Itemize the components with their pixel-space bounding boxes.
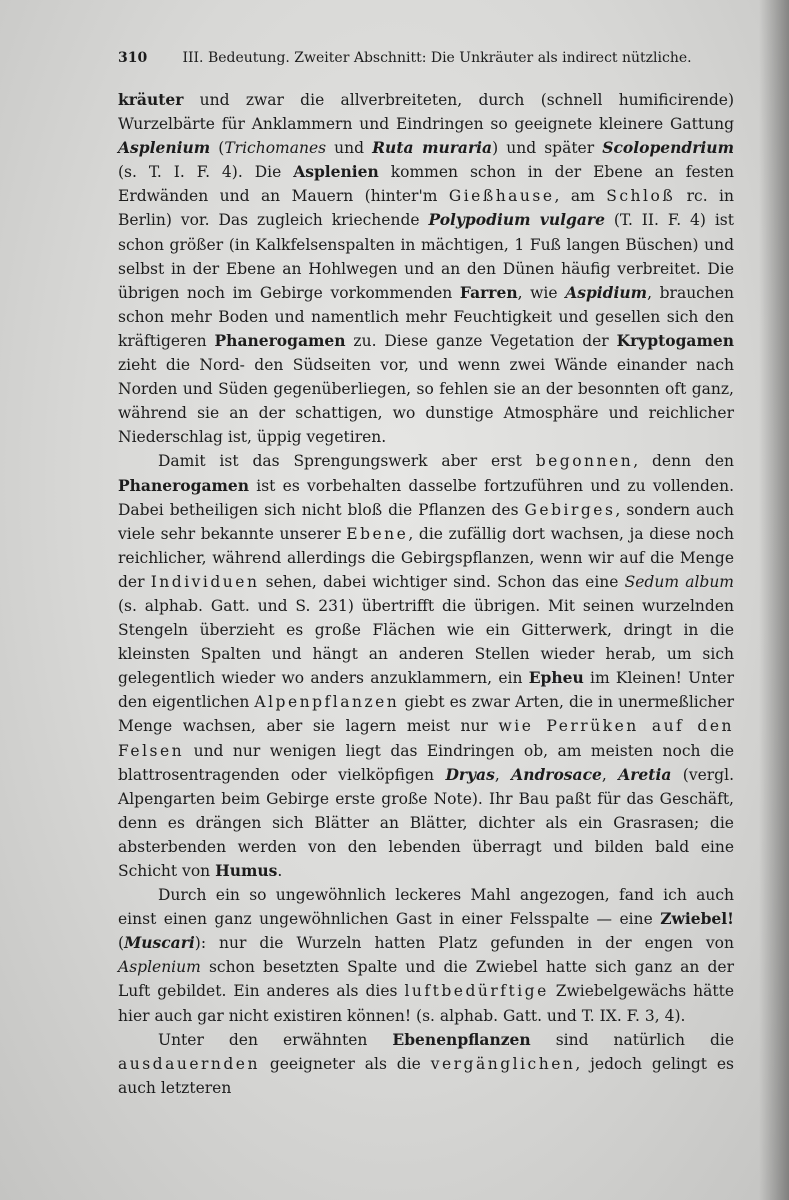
text-run: sind natürlich die <box>530 1030 735 1049</box>
text-run: , jedoch gelingt es auch letzteren <box>118 1054 734 1097</box>
text-run: giebt es zwar Arten, die in unermeßlicher Menge wachsen, aber sie lagern meist nur <box>118 693 734 736</box>
text-run: Gießhause <box>448 187 555 206</box>
text-run: Ebenenpflanzen <box>392 1029 531 1049</box>
text-run: , <box>601 765 619 784</box>
text-run: Dryas <box>445 764 495 784</box>
text-run: vergänglichen <box>430 1054 576 1073</box>
text-run: Zwiebelgewächs hätte hier auch gar nicht existiren können! (s. alphab. Gatt. und T. IX. F. 3, 4). <box>118 982 734 1025</box>
text-run: Aretia <box>618 764 672 784</box>
text-run: sehen, dabei wichtiger sind. Schon das eine <box>259 572 625 591</box>
text-run: , brauchen schon mehr Boden und namentlich mehr Feuchtigkeit und gesellen sich den kräftigeren <box>118 283 734 350</box>
page-gutter-shadow <box>759 0 789 1200</box>
text-run: Schloß <box>606 187 676 206</box>
text-run: , <box>494 765 512 784</box>
text-run: und zwar die allverbreiteten, durch (schnell humificirende) Wurzelbärte für Anklammern und Eindringen so geeignete kleinere Gattung <box>118 91 734 134</box>
text-run: Epheu <box>528 668 584 688</box>
text-run: ist es vorbehalten dasselbe fortzuführen und zu vollenden. Dabei betheiligen sich nicht bloß die Pflanzen des <box>118 476 734 519</box>
text-run: Kryptogamen <box>616 330 734 350</box>
text-run: zieht die Nord- den Südseiten vor, und wenn zwei Wände einander nach Norden und Süden gegenüberliegen, so fehlen sie an der besonnten oft ganz, während sie an der schattigen, wo dunstige Atmosphäre und reichlicher Niederschlag ist, üppig vegetiren. <box>118 356 734 447</box>
text-run: Unter den erwähnten <box>158 1030 393 1049</box>
body-text <box>118 88 734 1100</box>
text-run: rc. in Berlin) vor. Das zugleich kriechende <box>118 187 734 230</box>
text-run: Trichomanes <box>224 139 327 158</box>
text-run: (T. II. F. 4) ist schon größer (in Kalkfelsenspalten in mächtigen, 1 Fuß langen Büschen) und selbst in der Ebene an Hohlwegen und an den Dünen häufig verbreitet. Die übrigen noch im Gebirge vorkommenden <box>118 211 734 302</box>
text-run: . <box>277 862 283 880</box>
text-run: Asplenium <box>118 958 201 977</box>
text-run: Phanerogamen <box>214 330 346 350</box>
text-run: ( <box>118 934 125 953</box>
text-run: Androsace <box>511 764 602 784</box>
text-run: luftbedürftige <box>404 982 549 1001</box>
text-run: ausdauernden <box>118 1054 260 1073</box>
text-run: Gebirges <box>524 500 616 519</box>
text-run: Scolopendrium <box>602 138 734 158</box>
text-run: schon besetzten Spalte und die Zwiebel hatte sich ganz an der Luft gebildet. Ein anderes als dies <box>118 958 734 1001</box>
paragraph <box>118 449 734 883</box>
text-run: , die zufällig dort wachsen, ja diese noch reichlicher, während allerdings die Gebirgspflanzen, wenn wir auf die Menge der <box>118 524 734 591</box>
text-run: Polypodium vulgare <box>428 210 605 230</box>
running-title: III. Bedeutung. Zweiter Abschnitt: Die Unkräuter als indirect nützliche. <box>182 50 692 66</box>
text-run: Individuen <box>150 572 260 591</box>
paragraph <box>118 88 734 449</box>
text-run: Durch ein so ungewöhnlich leckeres Mahl angezogen, fand ich auch einst einen ganz ungewöhnlichen Gast in einer Felsspalte — eine <box>118 886 734 929</box>
text-run: , denn den <box>633 452 735 471</box>
text-run: ( <box>210 139 225 158</box>
text-run: geeigneter als die <box>259 1054 431 1073</box>
text-run: Zwiebel! <box>660 909 734 929</box>
page-number: 310 <box>118 50 148 66</box>
text-run: Asplenien <box>293 162 379 182</box>
text-run: ): nur die Wurzeln hatten Platz gefunden in der engen von <box>194 934 734 953</box>
text-run: Damit ist das Sprengungswerk aber erst <box>158 452 536 471</box>
text-run: Phanerogamen <box>118 475 250 495</box>
text-run: (vergl. Alpengarten beim Gebirge erste große Note). Ihr Bau paßt für das Geschäft, denn es drängen sich Blätter an Blätter, dichter als ein Grasrasen; die absterbenden werden von den lebenden überragt und bilden bald eine Schicht von <box>118 765 734 880</box>
text-run: Alpenpflanzen <box>254 693 400 712</box>
text-run: begonnen <box>535 452 634 471</box>
text-run: kräuter <box>118 90 184 109</box>
text-run: , wie <box>517 283 566 302</box>
text-run: Farren <box>459 282 518 302</box>
text-run: Aspidium <box>565 282 648 302</box>
text-run: kommen schon in der Ebene an festen Erdwänden und an Mauern (hinter'm <box>118 163 734 206</box>
paragraph <box>118 1028 734 1100</box>
text-run: und <box>326 139 373 158</box>
text-run: und nur wenigen liegt das Eindringen ob, am meisten noch die blattrosentragenden oder vielköpfigen <box>118 741 734 784</box>
text-run: Ebene <box>346 524 409 543</box>
text-run: , am <box>554 187 607 206</box>
text-run: Ruta muraria <box>372 138 493 158</box>
text-run: Humus <box>215 861 278 880</box>
text-run: ) und später <box>492 139 603 158</box>
text-run: Muscari <box>124 933 195 953</box>
text-run: im Kleinen! Unter den eigentlichen <box>118 669 735 712</box>
text-run: wie Perrüken auf den Felsen <box>118 717 734 760</box>
text-run: (s. T. I. F. 4). Die <box>118 163 294 182</box>
text-run: zu. Diese ganze Vegetation der <box>345 331 617 350</box>
text-run: Sedum album <box>624 572 734 591</box>
paragraph <box>118 883 734 1028</box>
running-header <box>118 50 718 70</box>
text-run: , sondern auch viele sehr bekannte unserer <box>118 500 734 543</box>
text-run: (s. alphab. Gatt. und S. 231) übertrifft die übrigen. Mit seinen wurzelnden Stengeln überzieht es große Flächen wie ein Gitterwerk, dringt in die kleinsten Spalten und hängt an anderen Stellen wieder herab, um sich gelegentlich wieder wo anders anzuklammern, ein <box>118 596 734 688</box>
text-run: Asplenium <box>118 138 211 158</box>
